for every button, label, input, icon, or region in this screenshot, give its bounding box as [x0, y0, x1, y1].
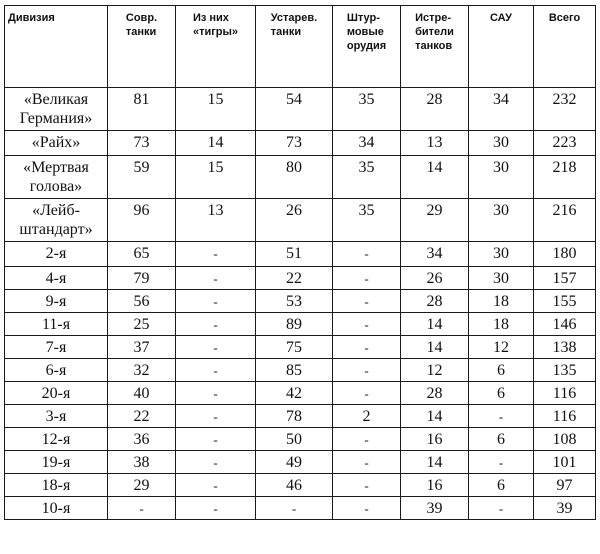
assault-guns-cell: -: [333, 451, 401, 474]
tigers-cell: -: [176, 336, 256, 359]
table-row: [5, 382, 596, 405]
obsolete-tanks-cell: 26: [256, 199, 333, 242]
modern-tanks-cell: 37: [108, 336, 176, 359]
header-modern-tanks: [108, 6, 176, 88]
modern-tanks-cell: 32: [108, 359, 176, 382]
total-cell: 216: [534, 199, 596, 242]
tank-destroyers-cell: 28: [401, 382, 469, 405]
assault-guns-cell: -: [333, 382, 401, 405]
header-sau-label: САУ: [489, 12, 513, 24]
sau-cell: 12: [469, 336, 534, 359]
division-cell: «Лейб- штандарт»: [5, 199, 108, 242]
total-cell: 135: [534, 359, 596, 382]
table-row: [5, 474, 596, 497]
obsolete-tanks-cell: 89: [256, 313, 333, 336]
total-cell: 138: [534, 336, 596, 359]
header-division-label: Дивизия: [8, 12, 55, 24]
assault-guns-cell: -: [333, 313, 401, 336]
sau-cell: -: [469, 451, 534, 474]
tank-destroyers-cell: 14: [401, 451, 469, 474]
modern-tanks-cell: 38: [108, 451, 176, 474]
modern-tanks-cell: 59: [108, 156, 176, 199]
modern-tanks-cell: 40: [108, 382, 176, 405]
obsolete-tanks-cell: 75: [256, 336, 333, 359]
tank-destroyers-cell: 14: [401, 313, 469, 336]
tigers-cell: 15: [176, 156, 256, 199]
division-cell: 4-я: [5, 267, 108, 290]
table-row: [5, 451, 596, 474]
modern-tanks-cell: 36: [108, 428, 176, 451]
assault-guns-cell: 35: [333, 88, 401, 131]
tank-destroyers-cell: 14: [401, 336, 469, 359]
sau-cell: 30: [469, 156, 534, 199]
division-cell: «Великая Германия»: [5, 88, 108, 131]
obsolete-tanks-cell: 53: [256, 290, 333, 313]
table-row: [5, 156, 596, 199]
sau-cell: -: [469, 405, 534, 428]
modern-tanks-cell: 56: [108, 290, 176, 313]
modern-tanks-cell: -: [108, 497, 176, 520]
header-obsolete-tanks-label: Устарев. танки: [270, 12, 318, 38]
tigers-cell: -: [176, 451, 256, 474]
division-cell: «Мертвая голова»: [5, 156, 108, 199]
tank-destroyers-cell: 12: [401, 359, 469, 382]
sau-cell: 6: [469, 359, 534, 382]
table-row: [5, 242, 596, 267]
division-cell: 19-я: [5, 451, 108, 474]
division-cell: 12-я: [5, 428, 108, 451]
table-row: [5, 131, 596, 156]
sau-cell: 34: [469, 88, 534, 131]
header-total: [534, 6, 596, 88]
total-cell: 108: [534, 428, 596, 451]
obsolete-tanks-cell: 73: [256, 131, 333, 156]
table-row: [5, 497, 596, 520]
division-cell: 6-я: [5, 359, 108, 382]
obsolete-tanks-cell: 54: [256, 88, 333, 131]
division-tank-table: [4, 5, 596, 520]
tigers-cell: 15: [176, 88, 256, 131]
division-cell: 10-я: [5, 497, 108, 520]
modern-tanks-cell: 22: [108, 405, 176, 428]
header-obsolete-tanks: [256, 6, 333, 88]
header-assault-guns-label: Штур- мовые орудия: [346, 12, 387, 52]
tigers-cell: -: [176, 497, 256, 520]
tigers-cell: -: [176, 242, 256, 267]
obsolete-tanks-cell: 78: [256, 405, 333, 428]
assault-guns-cell: -: [333, 267, 401, 290]
sau-cell: 6: [469, 428, 534, 451]
modern-tanks-cell: 65: [108, 242, 176, 267]
tigers-cell: 13: [176, 199, 256, 242]
assault-guns-cell: -: [333, 474, 401, 497]
header-total-label: Всего: [548, 12, 581, 24]
tank-destroyers-cell: 39: [401, 497, 469, 520]
table-row: [5, 199, 596, 242]
tigers-cell: -: [176, 474, 256, 497]
sau-cell: 30: [469, 242, 534, 267]
sau-cell: -: [469, 497, 534, 520]
division-cell: 3-я: [5, 405, 108, 428]
sau-cell: 18: [469, 290, 534, 313]
total-cell: 146: [534, 313, 596, 336]
table-row: [5, 313, 596, 336]
modern-tanks-cell: 96: [108, 199, 176, 242]
modern-tanks-cell: 25: [108, 313, 176, 336]
total-cell: 218: [534, 156, 596, 199]
assault-guns-cell: -: [333, 336, 401, 359]
total-cell: 180: [534, 242, 596, 267]
header-assault-guns: [333, 6, 401, 88]
tigers-cell: -: [176, 405, 256, 428]
division-cell: 11-я: [5, 313, 108, 336]
sau-cell: 30: [469, 131, 534, 156]
obsolete-tanks-cell: 50: [256, 428, 333, 451]
division-cell: 9-я: [5, 290, 108, 313]
total-cell: 116: [534, 382, 596, 405]
header-tigers-label: Из них «тигры»: [192, 12, 239, 38]
sau-cell: 18: [469, 313, 534, 336]
obsolete-tanks-cell: -: [256, 497, 333, 520]
assault-guns-cell: -: [333, 428, 401, 451]
tank-destroyers-cell: 14: [401, 405, 469, 428]
modern-tanks-cell: 79: [108, 267, 176, 290]
header-sau: [469, 6, 534, 88]
division-cell: 18-я: [5, 474, 108, 497]
total-cell: 232: [534, 88, 596, 131]
table-body: [5, 88, 596, 520]
tank-destroyers-cell: 34: [401, 242, 469, 267]
obsolete-tanks-cell: 51: [256, 242, 333, 267]
modern-tanks-cell: 81: [108, 88, 176, 131]
tigers-cell: -: [176, 359, 256, 382]
total-cell: 97: [534, 474, 596, 497]
obsolete-tanks-cell: 85: [256, 359, 333, 382]
table-row: [5, 267, 596, 290]
tigers-cell: -: [176, 290, 256, 313]
header-row: [5, 6, 596, 88]
table-row: [5, 336, 596, 359]
tank-destroyers-cell: 29: [401, 199, 469, 242]
header-modern-tanks-label: Совр. танки: [125, 12, 158, 38]
sau-cell: 6: [469, 382, 534, 405]
division-cell: 2-я: [5, 242, 108, 267]
obsolete-tanks-cell: 80: [256, 156, 333, 199]
assault-guns-cell: -: [333, 359, 401, 382]
tank-destroyers-cell: 28: [401, 88, 469, 131]
total-cell: 116: [534, 405, 596, 428]
total-cell: 155: [534, 290, 596, 313]
total-cell: 157: [534, 267, 596, 290]
header-tank-destroyers: [401, 6, 469, 88]
assault-guns-cell: 34: [333, 131, 401, 156]
modern-tanks-cell: 29: [108, 474, 176, 497]
division-cell: 20-я: [5, 382, 108, 405]
tigers-cell: 14: [176, 131, 256, 156]
table-row: [5, 290, 596, 313]
tigers-cell: -: [176, 267, 256, 290]
tank-destroyers-cell: 16: [401, 474, 469, 497]
division-cell: 7-я: [5, 336, 108, 359]
assault-guns-cell: -: [333, 290, 401, 313]
tigers-cell: -: [176, 428, 256, 451]
assault-guns-cell: -: [333, 497, 401, 520]
obsolete-tanks-cell: 46: [256, 474, 333, 497]
table-row: [5, 359, 596, 382]
sau-cell: 6: [469, 474, 534, 497]
obsolete-tanks-cell: 22: [256, 267, 333, 290]
assault-guns-cell: 35: [333, 199, 401, 242]
obsolete-tanks-cell: 49: [256, 451, 333, 474]
tank-destroyers-cell: 26: [401, 267, 469, 290]
obsolete-tanks-cell: 42: [256, 382, 333, 405]
total-cell: 101: [534, 451, 596, 474]
header-tigers: [176, 6, 256, 88]
tank-destroyers-cell: 14: [401, 156, 469, 199]
division-cell: «Райх»: [5, 131, 108, 156]
tigers-cell: -: [176, 382, 256, 405]
header-division: [5, 6, 108, 88]
total-cell: 223: [534, 131, 596, 156]
modern-tanks-cell: 73: [108, 131, 176, 156]
sau-cell: 30: [469, 199, 534, 242]
assault-guns-cell: 2: [333, 405, 401, 428]
tank-destroyers-cell: 13: [401, 131, 469, 156]
table-row: [5, 405, 596, 428]
tank-destroyers-cell: 28: [401, 290, 469, 313]
tank-destroyers-cell: 16: [401, 428, 469, 451]
assault-guns-cell: 35: [333, 156, 401, 199]
assault-guns-cell: -: [333, 242, 401, 267]
sau-cell: 30: [469, 267, 534, 290]
table-container: [4, 5, 595, 550]
table-row: [5, 428, 596, 451]
header-tank-destroyers-label: Истре- бители танков: [415, 12, 454, 52]
table-row: [5, 88, 596, 131]
tigers-cell: -: [176, 313, 256, 336]
total-cell: 39: [534, 497, 596, 520]
